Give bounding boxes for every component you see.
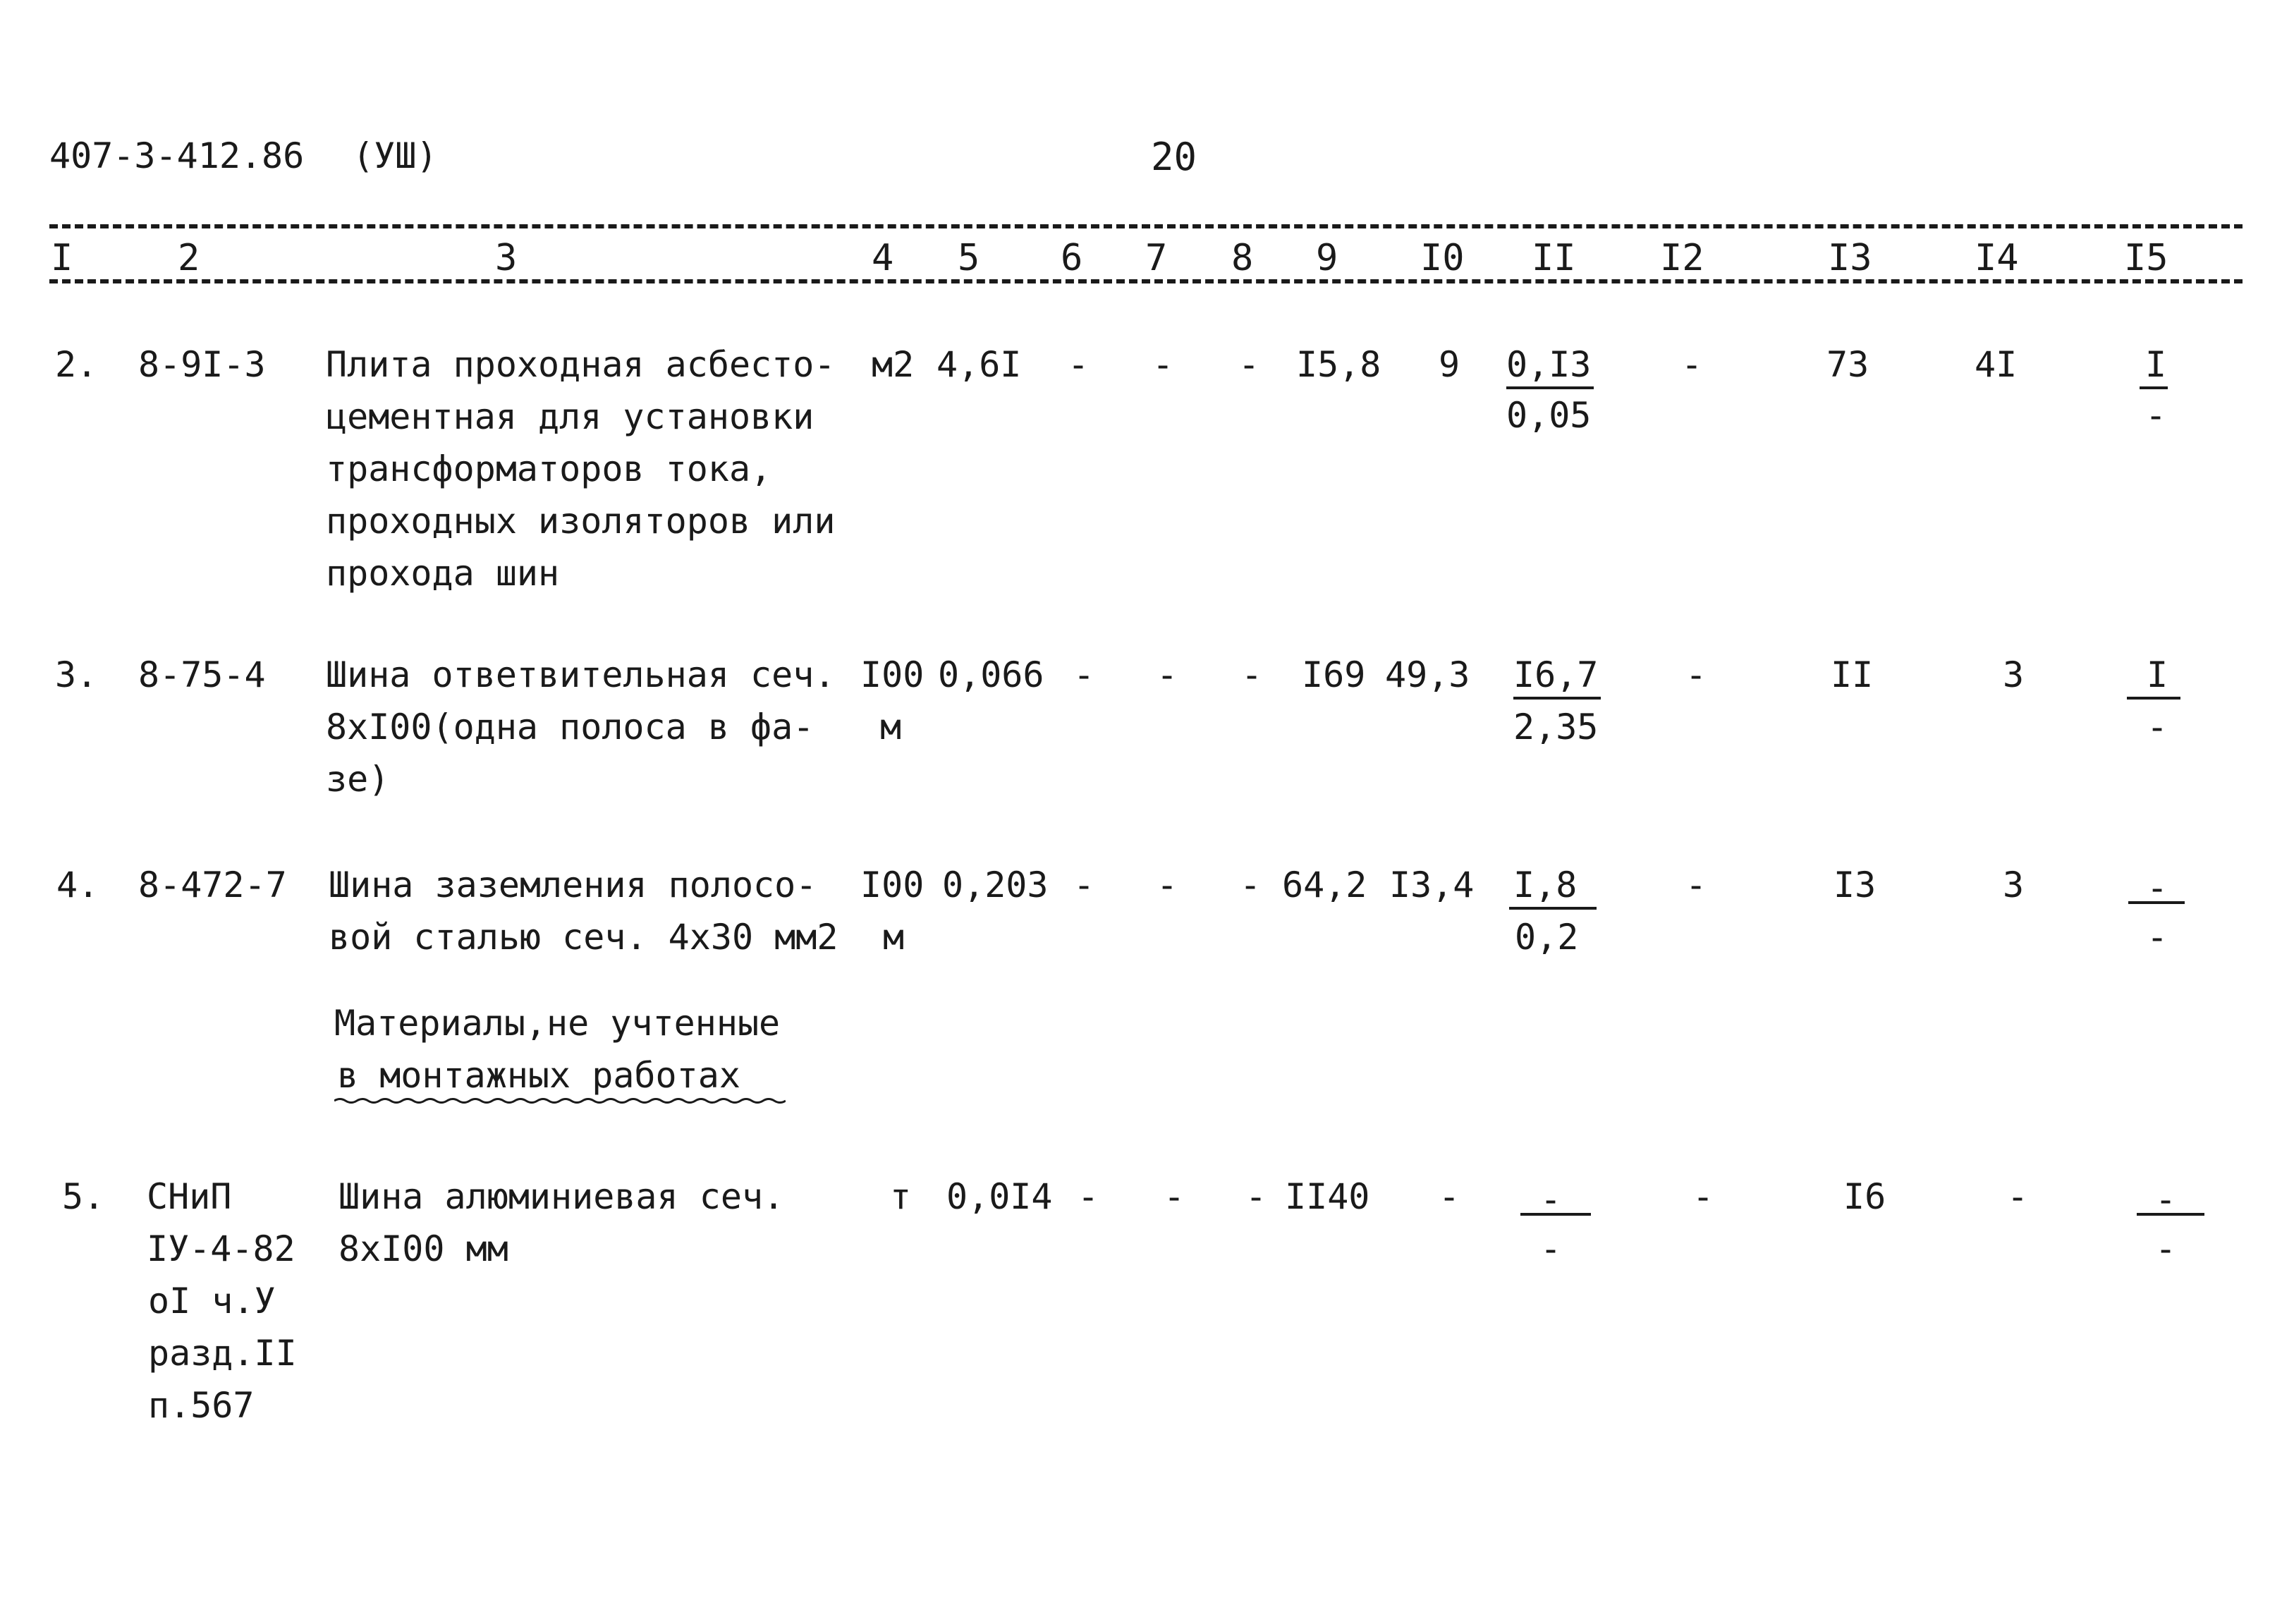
- row-col14: 3: [2003, 865, 2025, 905]
- column-number: 5: [958, 237, 980, 279]
- row-unit: I00: [860, 654, 925, 695]
- materials-subheading-line: в монтажных работах: [337, 1055, 740, 1096]
- column-number: 8: [1231, 237, 1254, 279]
- row-col15-bottom: -: [2155, 1228, 2177, 1269]
- row-col11-top: -: [1540, 1179, 1562, 1220]
- row-col7: -: [1157, 865, 1178, 905]
- row-col9: II40: [1285, 1176, 1370, 1217]
- row-description-line: Шина ответвительная сеч.: [326, 654, 836, 695]
- row-col11-bottom: 0,2: [1515, 917, 1579, 958]
- row-col15-top: -: [2155, 1179, 2177, 1220]
- page-number: 20: [1151, 135, 1197, 179]
- row-col13: I6: [1843, 1176, 1886, 1217]
- row-col15-bottom: -: [2147, 917, 2168, 958]
- row-code: 8-472-7: [138, 865, 287, 905]
- row-code-line: СНиП: [147, 1176, 232, 1217]
- row-col11-top: I,8: [1513, 865, 1578, 905]
- column-number: I0: [1420, 237, 1465, 279]
- row-code: 8-75-4: [138, 654, 266, 695]
- column-header-bottom-rule: [49, 279, 2243, 283]
- row-col10: 9: [1439, 344, 1460, 385]
- row-col13: I3: [1833, 865, 1877, 905]
- row-description-line: Шина алюминиевая сеч.: [338, 1176, 785, 1217]
- subheading-underline: [334, 1097, 786, 1104]
- row-unit: I00: [860, 865, 925, 905]
- row-code-line: разд.II: [148, 1333, 297, 1374]
- row-code: 8-9I-3: [138, 344, 266, 385]
- row-col11-top: I6,7: [1513, 654, 1599, 695]
- row-col9: 64,2: [1282, 865, 1367, 905]
- fraction-bar: [1520, 1213, 1591, 1216]
- fraction-bar: [1513, 697, 1601, 700]
- row-number: 4.: [56, 865, 99, 905]
- row-col12: -: [1692, 1176, 1714, 1217]
- row-quantity: 0,066: [938, 654, 1044, 695]
- row-quantity: 4,6I: [936, 344, 1022, 385]
- fraction-bar: [1509, 907, 1597, 910]
- column-number: 9: [1316, 237, 1338, 279]
- fraction-bar: [2128, 901, 2185, 904]
- row-col6: -: [1073, 865, 1095, 905]
- row-description-line: цементная для установки: [326, 396, 814, 437]
- row-col15-top: I: [2145, 344, 2167, 385]
- row-number: 3.: [55, 654, 98, 695]
- row-code-line: оI ч.У: [148, 1281, 276, 1321]
- row-description-line: Плита проходная асбесто-: [326, 344, 836, 385]
- column-number: II: [1532, 237, 1576, 279]
- row-col11-bottom: 2,35: [1513, 707, 1599, 747]
- row-description-line: Шина заземления полосо-: [329, 865, 817, 905]
- column-number: 6: [1061, 237, 1083, 279]
- row-quantity: 0,0I4: [946, 1176, 1053, 1217]
- fraction-bar: [2127, 697, 2180, 700]
- row-unit: т: [890, 1176, 912, 1217]
- row-col12: -: [1685, 865, 1707, 905]
- row-col12: -: [1685, 654, 1707, 695]
- row-description-line: прохода шин: [326, 553, 560, 594]
- column-number: I5: [2124, 237, 2168, 279]
- row-col14: 3: [2003, 654, 2025, 695]
- section-code: (УШ): [353, 135, 438, 176]
- row-col12: -: [1681, 344, 1703, 385]
- document-code: 407-3-412.86: [49, 135, 305, 176]
- row-col10: -: [1439, 1176, 1460, 1217]
- row-col9: I5,8: [1296, 344, 1381, 385]
- row-col8: -: [1241, 654, 1263, 695]
- row-col7: -: [1164, 1176, 1185, 1217]
- row-col10: 49,3: [1385, 654, 1470, 695]
- materials-subheading-line: Материалы,не учтенные: [334, 1003, 781, 1044]
- row-col14: 4I: [1975, 344, 2018, 385]
- row-col6: -: [1078, 1176, 1099, 1217]
- row-description-line: трансформаторов тока,: [326, 448, 772, 489]
- row-col13: II: [1831, 654, 1874, 695]
- column-number: 2: [178, 237, 200, 279]
- column-number: 4: [872, 237, 894, 279]
- row-col8: -: [1240, 865, 1262, 905]
- row-col7: -: [1157, 654, 1178, 695]
- row-col15-bottom: -: [2145, 395, 2167, 436]
- row-quantity: 0,203: [942, 865, 1049, 905]
- row-col10: I3,4: [1389, 865, 1475, 905]
- row-col7: -: [1152, 344, 1174, 385]
- row-unit: м2: [872, 344, 915, 385]
- column-number: I: [51, 237, 73, 279]
- row-description-line: 8хI00 мм: [338, 1228, 508, 1269]
- row-col9: I69: [1302, 654, 1366, 695]
- row-description-line: 8хI00(одна полоса в фа-: [326, 707, 814, 747]
- row-code-line: п.567: [148, 1385, 255, 1426]
- row-col14: -: [2007, 1176, 2029, 1217]
- row-col13: 73: [1826, 344, 1869, 385]
- row-col15-top: -: [2147, 867, 2168, 908]
- row-col8: -: [1245, 1176, 1267, 1217]
- row-col15-bottom: -: [2147, 707, 2168, 747]
- column-number: I2: [1660, 237, 1704, 279]
- column-number: I3: [1828, 237, 1872, 279]
- row-description-line: зе): [326, 759, 390, 800]
- row-col6: -: [1073, 654, 1095, 695]
- row-code-line: IУ-4-82: [147, 1228, 295, 1269]
- column-number: I4: [1975, 237, 2019, 279]
- row-col11-bottom: 0,05: [1506, 395, 1592, 436]
- row-unit-line2: м: [883, 917, 905, 958]
- column-number: 7: [1145, 237, 1168, 279]
- column-number: 3: [495, 237, 518, 279]
- row-col8: -: [1238, 344, 1260, 385]
- row-col15-top: I: [2147, 654, 2168, 695]
- row-number: 2.: [55, 344, 98, 385]
- row-col6: -: [1068, 344, 1090, 385]
- row-number: 5.: [62, 1176, 105, 1217]
- row-description-line: проходных изоляторов или: [326, 501, 836, 542]
- row-col11-bottom: -: [1540, 1228, 1562, 1269]
- row-unit-line2: м: [880, 707, 902, 747]
- column-header-top-rule: [49, 224, 2243, 228]
- row-description-line: вой сталью сеч. 4х30 мм2: [329, 917, 838, 958]
- row-col11-top: 0,I3: [1506, 344, 1592, 385]
- fraction-bar: [2137, 1213, 2204, 1216]
